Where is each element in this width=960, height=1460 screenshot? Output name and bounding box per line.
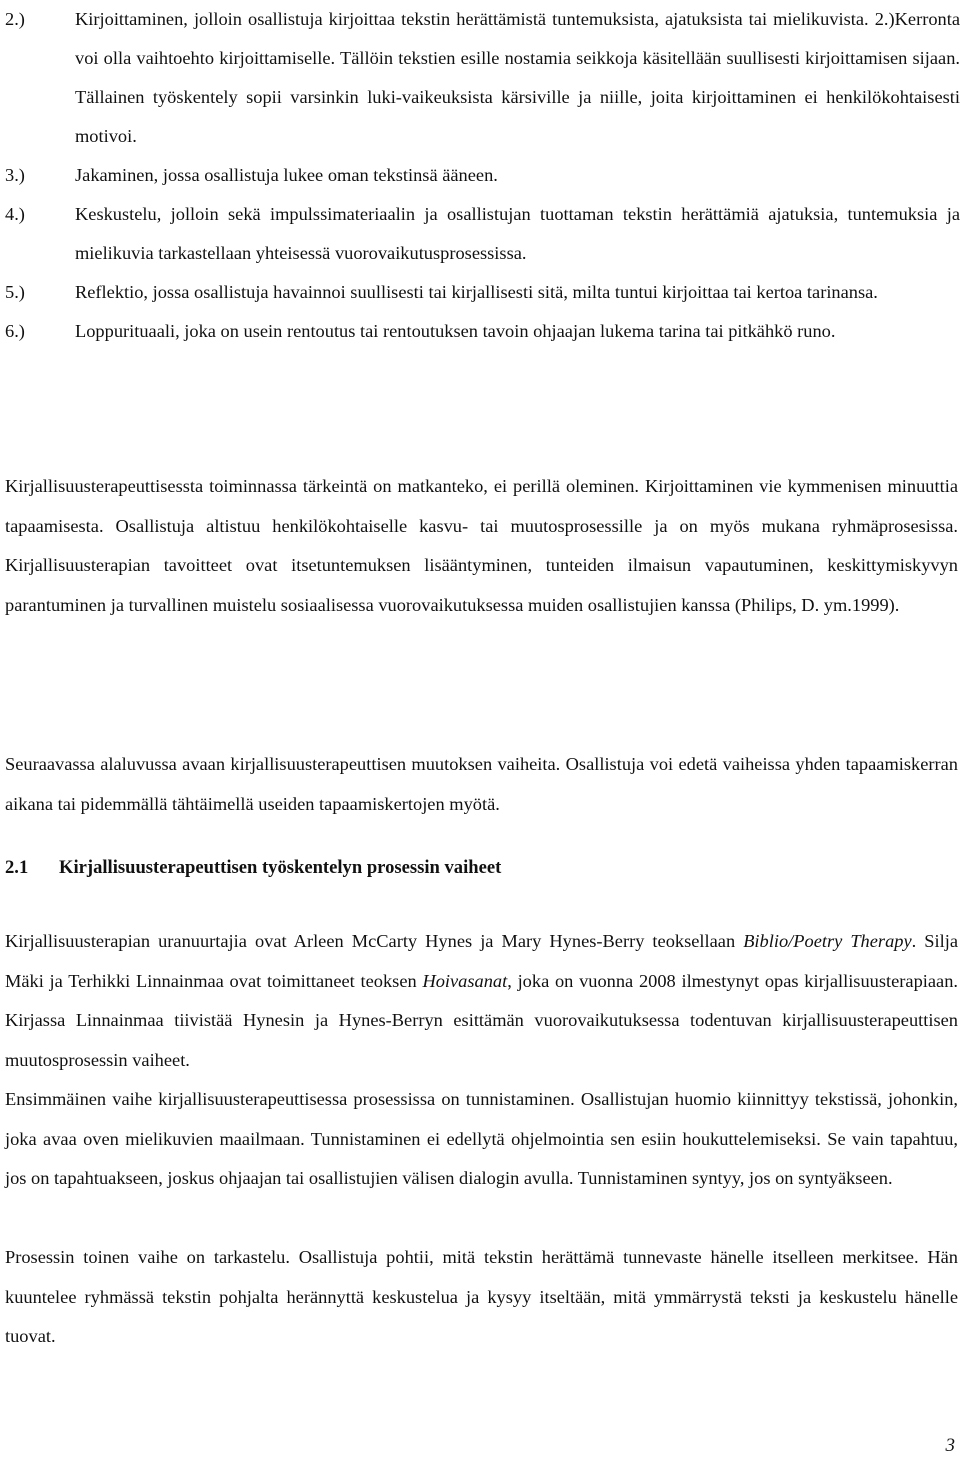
list-item-text: Loppurituaali, joka on usein rentoutus tai rentoutuksen tavoin ohjaajan lukema tarina tai pitkähkö runo. — [75, 321, 836, 341]
paragraph-second-phase: Prosessin toinen vaihe on tarkastelu. Osallistuja pohtii, mitä tekstin herättämä tunnevaste hänelle itselleen merkitsee. Hän kuuntelee ryhmässä tekstin pohjalta herännyttä keskustelua ja kysyy itseltään, mitä ymmärrystä teksti ja keskustelu hänelle tuovat. — [5, 1247, 958, 1346]
paragraph-therapy-goals: Kirjallisuusterapeuttisessta toiminnassa tärkeintä on matkanteko, ei perillä oleminen. Kirjoittaminen vie kymmenisen minuuttia tapaamisesta. Osallistuja altistuu henkilökohtaiselle kasvu- tai muutosprosessille ja on myös mukana ryhmäprosesissa. Kirjallisuusterapian tavoitteet ovat itsetuntemuksen lisääntyminen, tunteiden ilmaisun vapautuminen, keskittymiskyvyn parantuminen ja turvallinen muistelu sosiaalisessa vuorovaikutuksessa muiden osallistujien kanssa (Philips, D. ym.1999). — [5, 476, 958, 615]
section-heading — [5, 851, 501, 885]
list-item — [5, 312, 960, 351]
book-title: Biblio/Poetry Therapy — [743, 931, 912, 951]
list-item — [5, 0, 960, 156]
list-item-number: 5.) — [5, 282, 25, 302]
list-item-number: 4.) — [5, 204, 25, 224]
paragraph-section-intro: Seuraavassa alaluvussa avaan kirjallisuusterapeuttisen muutoksen vaiheita. Osallistuja voi edetä vaiheissa yhden tapaamiskerran aikana tai pidemmällä tähtäimellä useiden tapaamiskertojen myötä. — [5, 754, 958, 814]
paragraph-first-phase: Ensimmäinen vaihe kirjallisuusterapeuttisessa prosessissa on tunnistaminen. Osallistujan huomio kiinnittyy tekstissä, johonkin, joka avaa oven mielikuvien maailmaan. Tunnistaminen ei edellytä ohjelmointia sen esiin houkuttelemiseksi. Se vain tapahtuu, jos on tapahtuakseen, joskus ohjaajan tai osallistujien välisen dialogin avulla. Tunnistaminen syntyy, jos on syntyäkseen. — [5, 1089, 958, 1188]
numbered-list — [5, 0, 960, 351]
section-title: Kirjallisuusterapeuttisen työskentelyn prosessin vaiheet — [59, 857, 502, 878]
paragraph-text: . Silja Mäki ja Terhikki Linnainmaa ovat toimittaneet teoksen — [5, 931, 959, 991]
list-item-number: 6.) — [5, 321, 25, 341]
list-item-number: 2.) — [5, 9, 25, 29]
list-item — [5, 273, 960, 312]
paragraph-text: , joka on vuonna 2008 ilmestynyt opas kirjallisuusterapiaan. Kirjassa Linnainmaa tiivistää Hynesin ja Hynes-Berryn esittämän vuorovaikutuksessa todentuvan kirjallisuusterapeuttisen muutosprosessin vaiheet. — [5, 970, 958, 1070]
list-item — [5, 156, 960, 195]
list-item-text: Reflektio, jossa osallistuja havainnoi suullisesti tai kirjallisesti sitä, milta tuntui kirjoittaa tai kertoa tarinansa. — [75, 282, 878, 302]
list-item — [5, 195, 960, 273]
list-item-text: Jakaminen, jossa osallistuja lukee oman tekstinsä ääneen. — [75, 165, 498, 185]
paragraph-pioneers — [5, 922, 958, 1080]
list-item-number: 3.) — [5, 165, 25, 185]
book-title: Hoivasanat — [422, 970, 508, 991]
paragraph-text: Kirjallisuusterapian uranuurtajia ovat Arleen McCarty Hynes ja Mary Hynes-Berry teoksellaan — [5, 931, 744, 951]
page-number: 3 — [945, 1435, 955, 1456]
list-item-text: Keskustelu, jolloin sekä impulssimateriaalin ja osallistujan tuottaman tekstin herättämiä ajatuksia, tuntemuksia ja mielikuvia tarkastellaan yhteisessä vuorovaikutusprosessissa. — [75, 204, 960, 263]
list-item-text: Kirjoittaminen, jolloin osallistuja kirjoittaa tekstin herättämistä tuntemuksista, ajatuksista tai mielikuvista. 2.)Kerronta voi olla vaihtoehto kirjoittamiselle. Tällöin tekstien esille nostamia seikkoja käsitellään suullisesti kirjoittamisen sijaan. Tällainen työskentely sopii varsinkin luki-vaikeuksista kärsiville ja niille, joita kirjoittaminen ei henkilökohtaisesti motivoi. — [75, 9, 960, 146]
section-number: 2.1 — [5, 857, 29, 878]
